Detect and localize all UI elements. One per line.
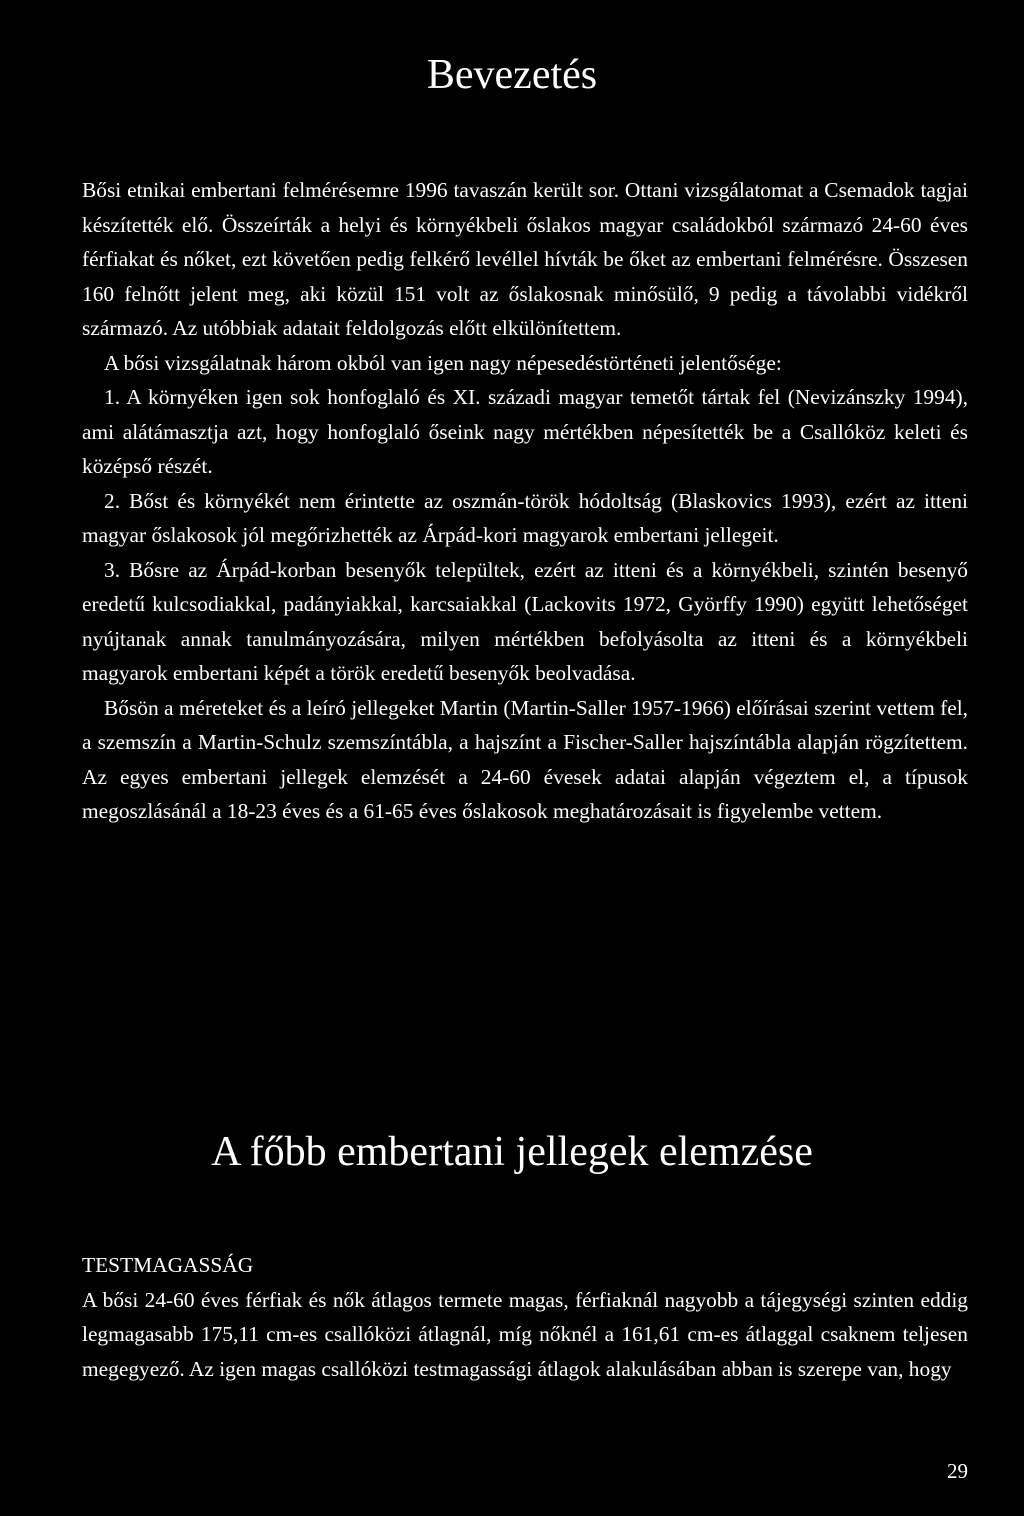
intro-list-item-3: 3. Bősre az Árpád-korban besenyők települtek, ezért az itteni és a környékbeli, szintén besenyő eredetű kulcsodiakkal, padányiakkal, karcsaiakkal (Lackovits 1972, Györffy 1990) együtt lehetőséget nyújtanak annak tanulmányozására, milyen mértékben befolyásolta az itteni és a környékbeli magyarok embertani képét a török eredetű besenyők beolvadása.	[82, 557, 968, 685]
intro-paragraph-1: Bősi etnikai embertani felmérésemre 1996 tavaszán került sor. Ottani vizsgálatomat a Csemadok tagjai készítették elő. Összeírták a helyi és környékbeli őslakos magyar családokból származó 24-60 éves férfiakat és nőket, ezt követően pedig felkérő levéllel hívták be őket az embertani felmérésre. Összesen 160 felnőtt jelent meg, aki közül 151 volt az őslakosnak minősülő, 9 pedig a távolabbi vidékről származó. Az utóbbiak adatait feldolgozás előtt elkülönítettem.	[82, 178, 968, 340]
section-text	[82, 1248, 968, 1386]
intro-list-item-1: 1. A környéken igen sok honfoglaló és XI. századi magyar temetőt tártak fel (Nevizánszky 1994), ami alátámasztja azt, hogy honfoglaló őseink nagy mértékben népesítették be a Csallóköz keleti és középső részét.	[82, 385, 968, 478]
intro-paragraph-2: A bősi vizsgálatnak három okból van igen nagy népesedéstörténeti jelentősége:	[104, 350, 782, 375]
section-paragraph-1: A bősi 24-60 éves férfiak és nők átlagos termete magas, férfiaknál nagyobb a tájegységi szinten eddig legmagasabb 175,11 cm-es csallóközi átlagnál, míg nőknél a 161,61 cm-es átlaggal csaknem teljesen megegyező. Az igen magas csallóközi testmagassági átlagok alakulásában abban is szerepe van, hogy	[82, 1287, 968, 1381]
section-heading: A főbb embertani jellegek elemzése	[211, 1129, 813, 1175]
intro-heading: Bevezetés	[426, 52, 598, 98]
subheading-testmagassag: TESTMAGASSÁG	[82, 1253, 254, 1277]
intro-text	[82, 173, 968, 829]
intro-list-item-2: 2. Bőst és környékét nem érintette az oszmán-török hódoltság (Blaskovics 1993), ezért az itteni magyar őslakosok jól megőrizhették az Árpád-kori magyarok embertani jellegeit.	[82, 488, 968, 547]
intro-paragraph-methods: Bősön a méreteket és a leíró jellegeket Martin (Martin-Saller 1957-1966) előírásai szerint vettem fel, a szemszín a Martin-Schulz szemszíntábla, a hajszínt a Fischer-Saller hajszíntábla alapján rögzítettem. Az egyes embertani jellegek elemzését a 24-60 évesek adatai alapján végeztem el, a típusok megoszlásánál a 18-23 éves és a 61-65 éves őslakosok meghatározásait is figyelembe vettem.	[82, 695, 968, 823]
page-number: 29	[947, 1459, 968, 1483]
